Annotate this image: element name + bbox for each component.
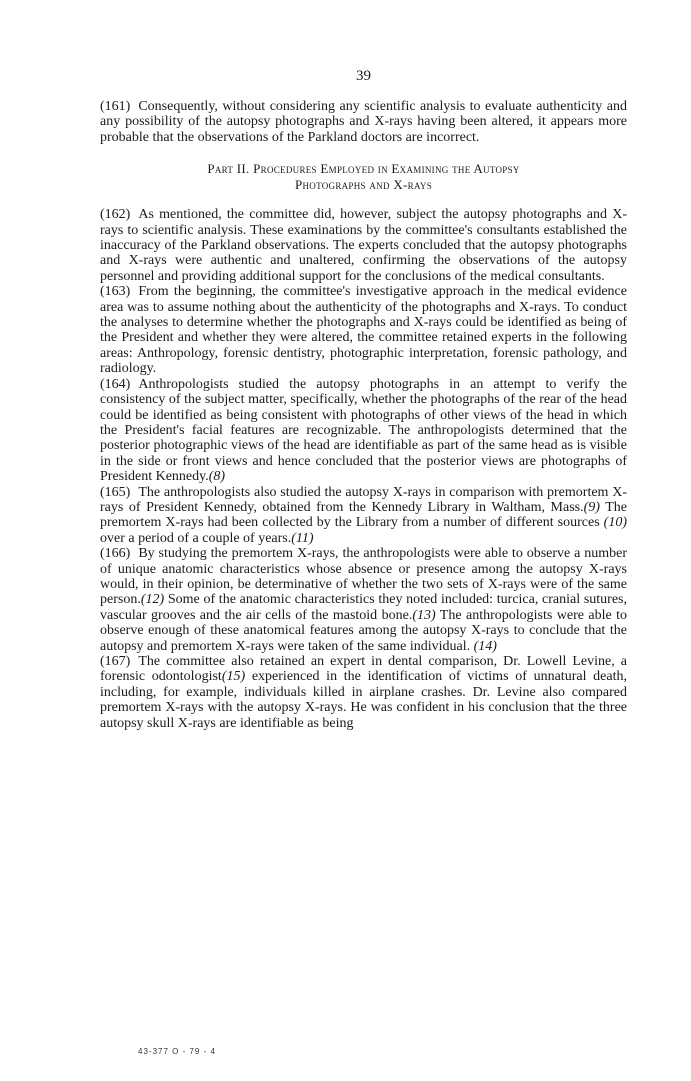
print-code-footer: 43-377 O - 79 - 4 [138,1047,216,1056]
paragraph-text: over a period of a couple of years. [100,530,292,546]
paragraph-number: (166) [100,546,131,562]
paragraph [100,284,627,376]
paragraph [100,99,627,145]
citation-reference: (14) [473,638,497,654]
paragraph [100,654,627,731]
paragraph-text: The anthropologists also studied the autopsy X-rays in comparison with premortem X-rays of President Kennedy, obtained from the Kennedy Library in Waltham, Mass. [100,484,627,515]
paragraph-number: (164) [100,376,131,392]
paragraph-text: experienced in the identification of victims of unnatural death, including, for example, individuals killed in airplane crashes. Dr. Levine also compared premortem X-rays with the autopsy X-rays. He was confident in his conclusion that the three autopsy skull X-rays are identifiable as being [100,669,627,731]
paragraph-text: The committee also retained an expert in dental comparison, Dr. Lowell Levine, a forensic odontologist [100,654,627,685]
paragraph-text: As mentioned, the committee did, however, subject the autopsy photographs and X-rays to scientific analysis. These examinations by the committee's consultants established the inaccuracy of the Parkland observations. The experts concluded that the autopsy photographs and X-rays were authentic and unaltered, confirming the observations of the autopsy personnel and providing additional support for the conclusions of the medical consultants. [100,207,627,284]
paragraph [100,207,627,284]
paragraph-number: (163) [100,284,131,300]
paragraph-number: (165) [100,484,131,500]
citation-reference: (8) [208,469,226,485]
document-page [100,68,627,731]
paragraph [100,485,627,547]
citation-reference: (13) [412,607,436,623]
paragraph [100,546,627,654]
paragraph-text: Some of the anatomic characteristics they noted included: turcica, cranial sutures, vascular grooves and the air cells of the mastoid bone. [100,592,627,623]
paragraph-number: (161) [100,99,131,114]
paragraph-text: The premortem X-rays had been collected by the Library from a number of different sources [100,499,627,531]
part-heading [100,161,627,193]
citation-reference: (12) [140,592,165,608]
intro-section [100,99,627,145]
paragraph-number: (162) [100,207,131,223]
paragraph-text: Consequently, without considering any scientific analysis to evaluate authenticity and any possibility of the autopsy photographs and X-rays having been altered, it appears more probable that the observations of the Parkland doctors are incorrect. [100,99,627,145]
part-heading-line-2: Photographs and X-rays [294,177,433,193]
paragraph [100,377,627,485]
citation-reference: (10) [603,515,627,531]
citation-reference: (9) [583,499,600,515]
paragraph-text: The anthropologists were able to observe enough of these anatomical features among the autopsy X-rays to conclude that the autopsy and premortem X-rays were taken of the same individual. [100,607,627,654]
citation-reference: (15) [221,669,246,685]
part-heading-line-1: Part II. Procedures Employed in Examining the Autopsy [207,161,520,177]
citation-reference: (11) [291,530,314,546]
paragraph-text: Anthropologists studied the autopsy photographs in an attempt to verify the consistency of the subject matter, specifically, whether the photographs of the rear of the head could be identified as being consistent with photographs of other views of the head in which the President's facial features are recognizable. The anthropologists determined that the posterior photographic views of the head are identifiable as part of the same head as is visible in the side or front views and hence concluded that the posterior views are photographs of President Kennedy. [100,376,627,485]
paragraph-text: From the beginning, the committee's investigative approach in the medical evidence area was to assume nothing about the authenticity of the photographs and X-rays. To conduct the analyses to determine whether the photographs and X-rays could be identified as being of the President and whether they were altered, the committee retained experts in the following areas: Anthropology, forensic dentistry, photographic interpretation, forensic pathology, and radiology. [100,284,627,377]
paragraph-text: By studying the premortem X-rays, the anthropologists were able to observe a number of unique anatomic characteristics whose absence or presence among the autopsy X-rays would, in their opinion, be determinative of whether the two sets of X-rays were of the same person. [100,546,627,608]
body-section [100,207,627,731]
page-number: 39 [356,68,371,84]
paragraph-number: (167) [100,654,131,669]
